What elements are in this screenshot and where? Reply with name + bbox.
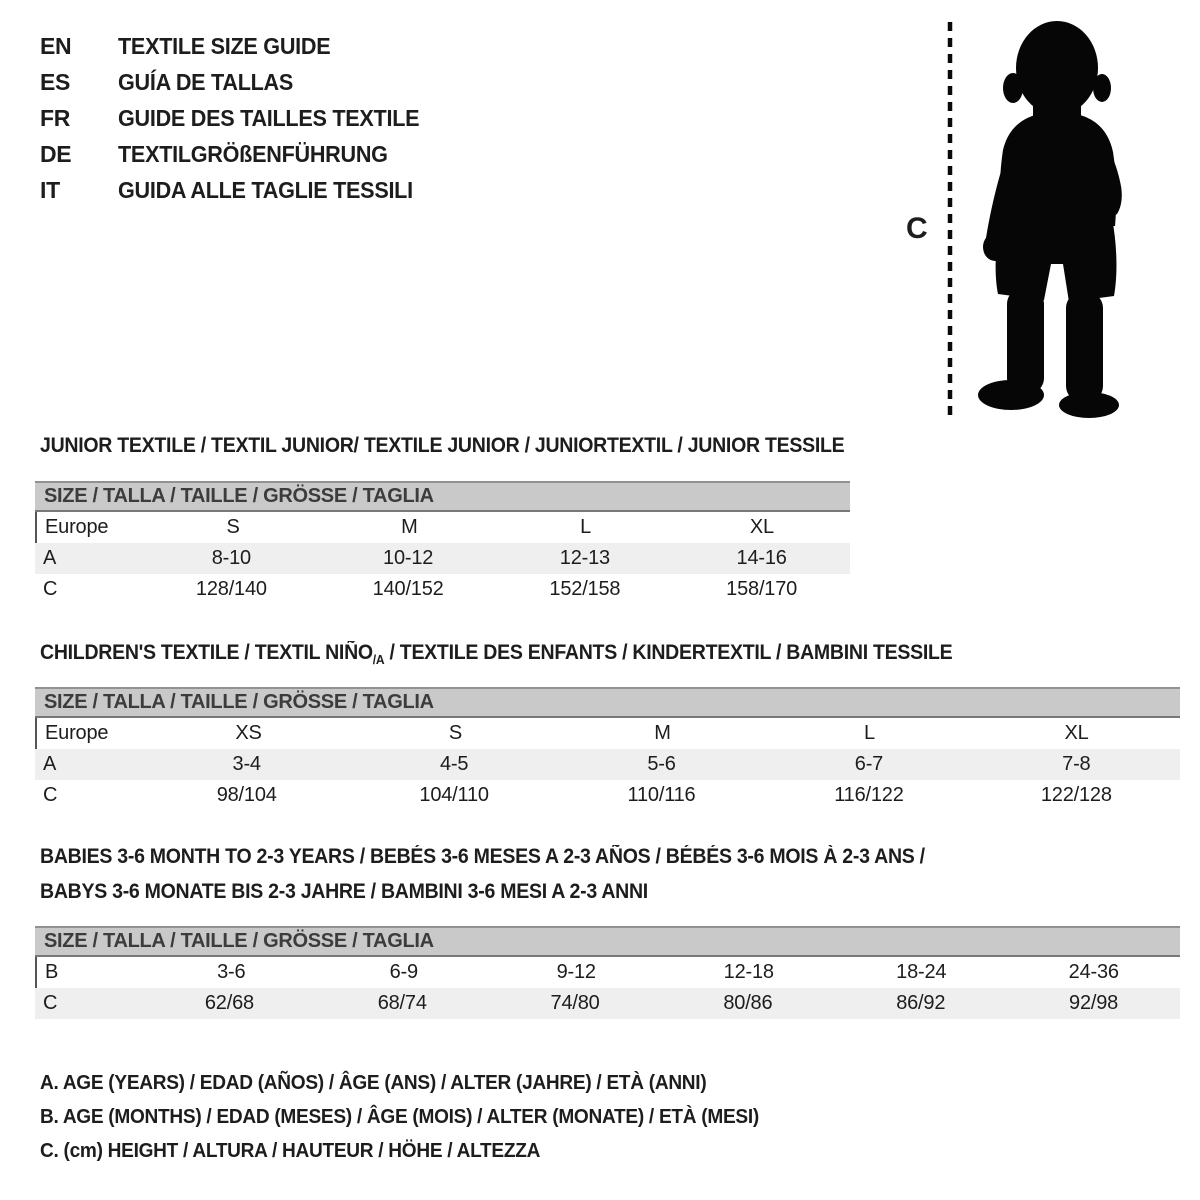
- height-cell: 104/110: [419, 784, 489, 806]
- row-label: Europe: [45, 722, 109, 744]
- table-row-age: [35, 543, 850, 574]
- age-cell: 3-6: [217, 961, 246, 983]
- size-table-header: SIZE / TALLA / TAILLE / GRÖSSE / TAGLIA: [35, 481, 850, 512]
- babies-size-table: [35, 926, 1180, 1019]
- height-cell: 122/128: [1040, 784, 1112, 806]
- size-table-header: SIZE / TALLA / TAILLE / GRÖSSE / TAGLIA: [35, 926, 1180, 957]
- children-title-text: CHILDREN'S TEXTILE / TEXTIL NIÑO: [40, 641, 373, 664]
- row-label: C: [43, 578, 58, 600]
- height-cell: 92/98: [1069, 992, 1119, 1014]
- size-cell: S: [448, 722, 463, 744]
- age-cell: 9-12: [556, 961, 596, 983]
- age-cell: 12-13: [559, 547, 610, 569]
- row-label: Europe: [45, 516, 109, 538]
- children-title-sub: /A: [372, 652, 385, 668]
- height-cell: 62/68: [204, 992, 254, 1014]
- age-cell: 18-24: [896, 961, 947, 983]
- age-cell: 4-5: [439, 753, 469, 775]
- children-title-text: / TEXTILE DES ENFANTS / KINDERTEXTIL / BAMBINI TESSILE: [384, 641, 953, 664]
- language-code: DE: [40, 140, 72, 167]
- language-code: EN: [40, 32, 72, 59]
- table-row-europe: [35, 512, 850, 543]
- height-cell: 74/80: [550, 992, 600, 1014]
- language-code: FR: [40, 104, 71, 131]
- junior-size-table: [35, 481, 850, 605]
- row-label: C: [43, 784, 58, 806]
- table-row-height: [35, 988, 1180, 1019]
- size-cell: L: [864, 722, 875, 744]
- language-title: GUÍA DE TALLAS: [118, 68, 294, 95]
- children-size-table: [35, 687, 1180, 811]
- language-code: IT: [40, 176, 60, 203]
- babies-section-title-line2: BABYS 3-6 MONATE BIS 2-3 JAHRE / BAMBINI 3-6 MESI A 2-3 ANNI: [40, 880, 648, 903]
- size-cell: L: [580, 516, 592, 538]
- toddler-silhouette-icon: [895, 14, 1155, 424]
- table-row-height: [35, 780, 1180, 811]
- junior-section-title: JUNIOR TEXTILE / TEXTIL JUNIOR/ TEXTILE JUNIOR / JUNIORTEXTIL / JUNIOR TESSILE: [40, 434, 845, 457]
- language-row-fr: [40, 100, 439, 136]
- age-cell: 5-6: [647, 753, 676, 775]
- height-cell: 158/170: [726, 578, 798, 600]
- table-row-height: [35, 574, 850, 605]
- age-cell: 3-4: [232, 753, 261, 775]
- age-cell: 12-18: [723, 961, 774, 983]
- footnote-c: C. (cm) HEIGHT / ALTURA / HAUTEUR / HÖHE / ALTEZZA: [40, 1139, 541, 1162]
- row-label: A: [43, 547, 57, 569]
- size-cell: XL: [749, 516, 774, 538]
- footnote-b: B. AGE (MONTHS) / EDAD (MESES) / ÂGE (MOIS) / ALTER (MONATE) / ETÀ (MESI): [40, 1105, 759, 1128]
- language-title: TEXTILE SIZE GUIDE: [118, 32, 331, 59]
- age-cell: 6-7: [854, 753, 884, 775]
- age-cell: 10-12: [383, 547, 434, 569]
- height-cell: 86/92: [896, 992, 946, 1014]
- language-code: ES: [40, 68, 71, 95]
- size-cell: M: [401, 516, 418, 538]
- language-row-es: [40, 64, 439, 100]
- table-row-age: [35, 749, 1180, 780]
- row-label: C: [43, 992, 58, 1014]
- row-label: A: [43, 753, 57, 775]
- height-cell: 80/86: [723, 992, 773, 1014]
- language-row-de: [40, 136, 439, 172]
- age-cell: 6-9: [389, 961, 418, 983]
- height-cell: 140/152: [372, 578, 444, 600]
- measure-label-c: C: [906, 212, 928, 245]
- height-cell: 68/74: [377, 992, 427, 1014]
- table-row-europe: [35, 718, 1180, 749]
- language-legend: [40, 28, 439, 208]
- size-cell: M: [654, 722, 671, 744]
- size-cell: XS: [235, 722, 262, 744]
- height-cell: 110/116: [627, 784, 696, 806]
- footnote-a: A. AGE (YEARS) / EDAD (AÑOS) / ÂGE (ANS) / ALTER (JAHRE) / ETÀ (ANNI): [40, 1071, 707, 1094]
- language-title: GUIDA ALLE TAGLIE TESSILI: [118, 176, 413, 203]
- row-label: B: [45, 961, 59, 983]
- age-cell: 7-8: [1062, 753, 1091, 775]
- language-row-it: [40, 172, 439, 208]
- language-row-en: [40, 28, 439, 64]
- height-cell: 116/122: [834, 784, 904, 806]
- language-title: TEXTILGRÖßENFÜHRUNG: [118, 140, 388, 167]
- height-cell: 98/104: [216, 784, 277, 806]
- footnotes: [40, 1066, 813, 1168]
- height-cell: 128/140: [195, 578, 267, 600]
- size-table-header: SIZE / TALLA / TAILLE / GRÖSSE / TAGLIA: [35, 687, 1180, 718]
- age-cell: 24-36: [1068, 961, 1119, 983]
- size-cell: S: [226, 516, 240, 538]
- age-cell: 8-10: [211, 547, 251, 569]
- age-cell: 14-16: [736, 547, 787, 569]
- table-row-age-months: [35, 957, 1180, 988]
- height-cell: 152/158: [549, 578, 621, 600]
- babies-section-title-line1: BABIES 3-6 MONTH TO 2-3 YEARS / BEBÉS 3-6 MESES A 2-3 AÑOS / BÉBÉS 3-6 MOIS À 2-3 ANS /: [40, 845, 925, 868]
- size-cell: XL: [1064, 722, 1089, 744]
- language-title: GUIDE DES TAILLES TEXTILE: [118, 104, 420, 131]
- children-section-title: [40, 641, 952, 667]
